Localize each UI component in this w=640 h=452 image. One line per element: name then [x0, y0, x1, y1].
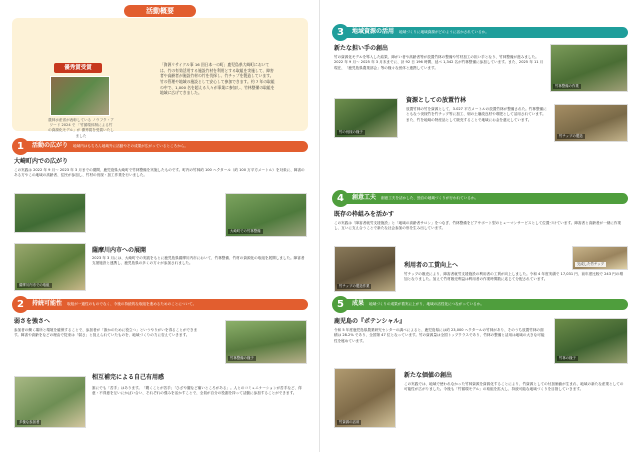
s3-block2-head: 資源としての放置竹林: [406, 97, 467, 104]
section4-header: [332, 190, 628, 207]
s3-photo-right2: [554, 104, 628, 142]
award-box: [12, 18, 308, 138]
s2-block1-head: 弱さを強さへ: [14, 318, 51, 325]
section1-number: 1: [12, 138, 29, 155]
section2-header: [12, 296, 308, 313]
s1-block1-head: 大崎町内での広がり: [14, 158, 69, 165]
s3-block2-text: 放置竹林の竹を資源として、3.027 平方メートルの放置竹林が整備された。竹林整備にともなう伐採竹を竹チップ等に加工、畑の土壌改良材や堆肥として活用されています。また、竹を地域の特産品として販売することで地域にお金を還元しています。: [406, 107, 547, 122]
s5-block1-head: 鹿児島の『ポテンシャル』: [334, 318, 406, 325]
s1-photo2-caption: 薩摩川内市での取組: [19, 283, 50, 288]
section2-title: 持続可能性: [32, 300, 63, 308]
s4-block1-head: 既存の枠組みを活かす: [334, 211, 395, 218]
s2-photo2-caption: 多様な参加者: [19, 420, 40, 425]
s1-photo-bottom: [14, 243, 86, 291]
section5-bar: [347, 299, 628, 310]
section5-subtitle: 地域づくりの成果が着実に上がり、地域の活性化につながっているか。: [369, 302, 484, 307]
s4-block2-text: 竹チップの販売により、障害者就労支援施設の利用者の工賃が向上しました。令和 4 年度実績で 17,031 円、前年度比較で 243 円の増加となりました。加えて竹材販売利益は利用者の作業時間数に応じて分配されています。: [404, 272, 623, 282]
s5-photo-right: [554, 318, 628, 364]
s1-photo-left: [14, 193, 86, 233]
s4-photo1-caption: 竹チップの製造作業: [339, 284, 370, 289]
section3-bar: [347, 27, 628, 38]
section3-subtitle: 地域づくりに地域資源がどのように活かされているか。: [399, 30, 489, 35]
section5-title: 成果: [352, 300, 365, 308]
s2-photo1-caption: 竹林整備の様子: [230, 356, 254, 361]
s2-photo-right: [225, 320, 307, 364]
section3-header: [332, 24, 628, 41]
s1-block1-text: この実践は 2022 年 9 月〜 2023 年 3 月までの期間、鹿児島県大崎町で竹林整備を実施したものです。町内の竹林約 100 ヘクタール（約 100 万平方メートル）を対象に、障害のある方やこの地域の高齢者、住民が参加し、竹材の伐採・加工作業を行いました。: [14, 168, 305, 178]
section4-bar: [347, 193, 628, 204]
s5-photo2-caption: 竹資源の活用: [339, 420, 360, 425]
s2-block2-text: 誰にでも「苦手」はあります。「聞くことが苦手」「ひざや腰など痛いところがある」。人とのコミュニケーションが苦手など、得意・不得意を互いにかばい合い、それぞれの強みを活かすことで、全員が自分の役割を持って活動に参加することができます。: [92, 386, 302, 396]
section4-title: 創意工夫: [352, 194, 377, 202]
s4-photo-right: [572, 246, 628, 270]
award-photo: [50, 76, 110, 116]
section1-header: [12, 138, 308, 155]
s3-block1-head: 新たな担い手の創出: [334, 45, 389, 52]
section2-number: 2: [12, 296, 29, 313]
award-caption: 農林水産省が表彰している ノウフク・アワード 2024 で 「竹循環体制による竹の資源化モデル」が 優秀賞を受賞いたしました: [48, 118, 114, 138]
s4-block1-text: この実践は「障害者就労支援施設」と「地域の高齢者サロン」をつなぎ、竹林整備をピアサポート型のヒューマンサービスとして位置づけています。障害者と高齢者が一緒に作業し、互いに支え合うことで新たな社会参加の形を生み出しています。: [334, 221, 622, 231]
section5-header: [332, 296, 628, 313]
section3-title: 地域資源の活用: [352, 28, 395, 36]
s3-photo2-caption: 竹の伐採の様子: [339, 130, 363, 135]
section4-subtitle: 創意工夫を活かした、独自の地域づくりが行われているか。: [381, 196, 479, 201]
s1-photo1-caption: 大崎町での竹林整備: [230, 229, 261, 234]
s5-block1-text: 令和 5 年度鹿児島県農業研究センターの調べによると、鹿児島県には約 23,000 ヘクタールの竹林があり、そのうち放置竹林の面積は 28.2% であり、全国第 47 位となっています。竹の資源量は全国トップクラスであり、竹林の整備と活用は地域の大きな可能性を秘めています。: [334, 328, 545, 343]
s1-block2-text: 2023 年 3 月には、大崎町での実践をもとに鹿児島県薩摩川内市において、竹林整備、竹材の資源化の取組を展開しました。障害者支援施設と連携し、鹿児島県の多くの方々が参加されました。: [92, 256, 305, 266]
s4-photo2-caption: 完成した竹チップ: [577, 262, 605, 267]
award-text: 「資源リサイクル事 16 回日本一の町」鹿児島県大崎町においては、竹の有効活用する施設竹材を利用とする取組を実施して、障害者や高齢者が施設竹材の竹を伐採し、竹チップを製造しています。竹の管理や地域の施設として安心して参加できます。約 7 年の取組の中で、1,000 名を超える人々が事業に参加し、竹林整備の取組を地域に広げてきました。: [160, 62, 275, 96]
s4-block2-head: 利用者の工賃向上へ: [404, 262, 459, 269]
s5-block2-text: この実践では、地域で使われなかった竹林資源を資源化することにより、竹資源としての付加価値が生まれ、地域の新たな産業としての可能性が広がりました。今後も「竹循環モデル」の取組を拡大し、持続可能な地域づくりを目指していきます。: [404, 382, 624, 392]
s1-block2-head: 薩摩川内市への展開: [92, 247, 147, 254]
section4-number: 4: [332, 190, 349, 207]
s3-photo-left: [334, 98, 398, 138]
section1-bar: [27, 141, 308, 152]
s5-block2-head: 新たな価値の創出: [404, 372, 453, 379]
s3-photo-right: [550, 44, 628, 92]
section1-subtitle: 地域内はもちろん地域外に活動やその成果が広がっているところから。: [73, 144, 189, 149]
s2-block2-head: 相互補完による自己有用感: [92, 374, 165, 381]
section1-title: 活動の広がり: [32, 142, 69, 150]
activity-title: 活動概要: [124, 5, 196, 17]
section3-number: 3: [332, 24, 349, 41]
award-badge: 優秀賞受賞: [54, 63, 102, 73]
s2-photo-bottom: [14, 376, 86, 428]
s3-photo3-caption: 竹チップの製造: [559, 134, 583, 139]
s1-photo-right: [225, 193, 307, 237]
section2-bar: [27, 299, 308, 310]
right-page: [320, 0, 640, 452]
s2-block1-text: 参加者の働く場所と環境を確保することで、参加者が「誰かのために役立つ」というやりがいを得ることができます。障害や高齢をなどの理由で従来は「弱さ」と捉えられていたものを、地域づくりの力に変えていきます。: [14, 328, 198, 338]
section5-number: 5: [332, 296, 349, 313]
s3-photo1-caption: 竹林整備の作業: [555, 84, 579, 89]
s5-photo1-caption: 竹林の様子: [559, 356, 576, 361]
s3-block1-text: 竹の資源化モデルを導入した結果、障がい者や高齢者等が放置竹林の整備や竹材加工の担い手となり、竹林整備が進みました。2022 年 9 月〜 2025 年 3 月末までに、計 92 日 196 時間、延べ 1,342 名が竹林整備に参加しています。また、2025 年 11 月現在、「鹿児島県農業部会」等の様々な団体と連携しています。: [334, 55, 544, 70]
s5-photo-left: [334, 368, 396, 428]
s4-photo-left: [334, 246, 396, 292]
section2-subtitle: 取組が一過性のものでなく、今後の持続的な取組を進めるためのことについて。: [67, 302, 197, 307]
